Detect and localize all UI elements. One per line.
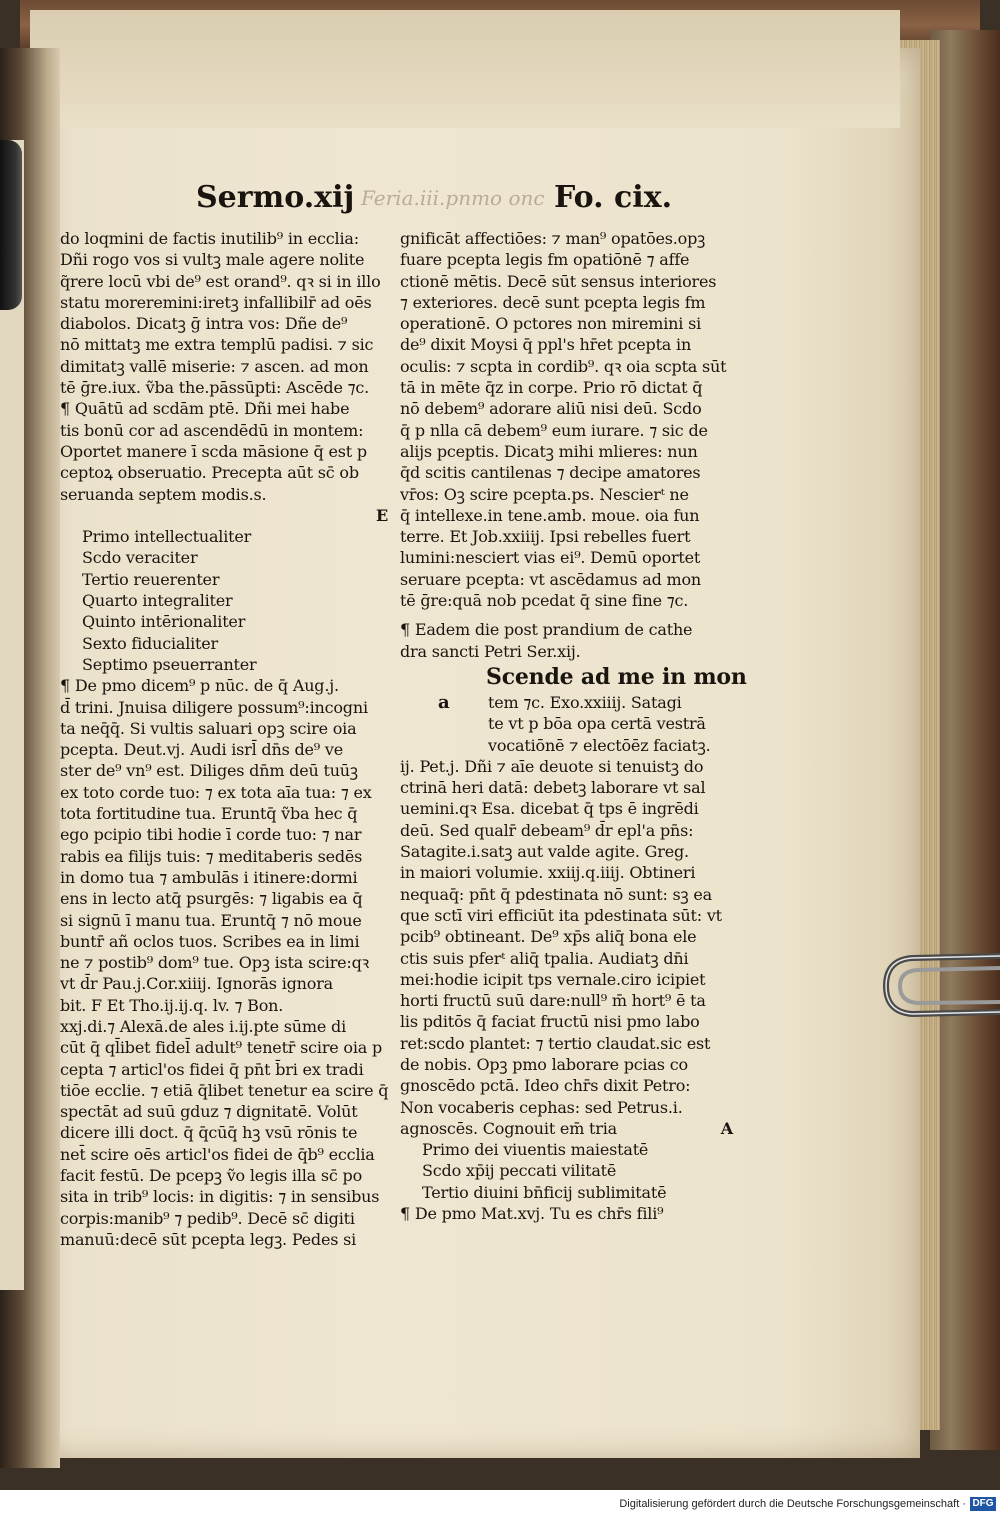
previous-page-strip (0, 140, 24, 1290)
text-line: cūt q̄ ql̄ibet fidel̄ adult⁹ tenetr̄ scire oia p (60, 1038, 383, 1058)
text-line: facit festū. De pcepꝫ ṽo legis illa sc̄ po (60, 1166, 363, 1186)
text-line: q̃rere locū vbi de⁹ est orand⁹. qꝛ si in illo (60, 271, 381, 291)
text-line: oculis: ⁊ scpta in cordib⁹. qꝛ oia scpta sūt (400, 356, 727, 376)
last-line: ¶ De pmo Mat.xvj. Tu es chr̄s fili⁹ (400, 1204, 664, 1224)
text-line: tē ḡre.iux. ṽba the.pāssūpti: Ascēde ⁊c. (60, 378, 370, 398)
text-line: horti fructū suū dare:null⁹ m̄ hort⁹ ē ta (400, 991, 706, 1011)
running-header (196, 180, 716, 222)
text-line: xxj.di.⁊ Alexā.de ales i.ij.pte sūme di (60, 1016, 346, 1036)
indented-line: vocatiōnē ⁊ electōēz faciatꝫ. (488, 735, 711, 755)
text-line: que sctī viri efficiūt ita pdestinata sūt: vt (400, 905, 722, 925)
text-line: in domo tua ⁊ ambulās i itinere:dormi (60, 867, 358, 887)
text-line: Satagite.i.satꝫ aut valde agite. Greg. (400, 842, 689, 862)
text-line: sita in trib⁹ locis: in digitis: ⁊ in sensibus (60, 1187, 380, 1207)
text-line: ctrinā heri datā: debetꝫ laborare vt sal (400, 778, 706, 798)
text-line: ens in lecto atq̄ psurgēs: ⁊ ligabis ea q̄ (60, 889, 363, 909)
text-line: corpis:manib⁹ ⁊ pedib⁹. Decē sc̄ digiti (60, 1208, 355, 1228)
text-line: ego pcipio tibi hodie ī corde tuo: ⁊ nar (60, 825, 362, 845)
text-line: vr̄os: Oꝫ scire pcepta.ps. Nescierᵗ ne (400, 484, 689, 504)
left-column (60, 228, 400, 1250)
text-line: rabis ea filijs tuis: ⁊ meditaberis sedēs (60, 846, 363, 866)
text-line: dimitatꝫ vallē miserie: ⁊ ascen. ad mon (60, 356, 369, 376)
footer-credit: Digitalisierung gefördert durch die Deutsche Forschungsgemeinschaft · (619, 1498, 966, 1510)
list-item: Quinto intērionaliter (82, 612, 246, 632)
text-line: bit. F Et Tho.ij.ij.q. lv. ⁊ Bon. (60, 995, 284, 1015)
text-line: de nobis. Opꝫ pmo laborare pcias co (400, 1054, 688, 1074)
initial-line-text: tem ⁊c. Exo.xxiiij. Satagi (488, 692, 682, 712)
initial-letter: a (438, 691, 450, 713)
text-line: q̄ p nlla cā debem⁹ eum iurare. ⁊ sic de (400, 420, 708, 440)
text-line: q̄d scitis cantilenas ⁊ decipe amatores (400, 463, 701, 483)
list-item: Tertio diuini bn̄ficij sublimitatē (422, 1182, 667, 1202)
text-line: manuū:decē sūt pcepta legꝫ. Pedes si (60, 1229, 357, 1249)
paper-clip-icon (878, 948, 1000, 1022)
header-show-through: Feria.iii.pnmo onc (361, 186, 545, 210)
text-line: ctionē mētis. Decē sūt sensus interiores (400, 271, 717, 291)
text-line: alijs pceptis. Dicatꝫ mihi mlieres: nun (400, 441, 698, 461)
text-line: gnoscēdo pctā. Ideo chr̄s dixit Petro: (400, 1076, 691, 1096)
list-marker: E (376, 505, 388, 525)
page-top-band (30, 10, 900, 128)
text-line: gnificāt affectiōes: ⁊ man⁹ opatōes.opꝫ (400, 229, 706, 248)
sermon-heading: Scende ad me in mon (486, 663, 747, 690)
text-line: mei:hodie icipit tps vernale.ciro icipiet (400, 969, 706, 989)
list-marker: A (720, 1118, 733, 1138)
text-line: Non vocaberis cephas: sed Petrus.i. (400, 1097, 683, 1117)
text-line: Oportet manere ī scda māsione q̄ est p (60, 441, 367, 461)
text-line: d̄ trini. Jnuisa diligere possum⁹:incogni (60, 697, 368, 717)
indented-line: te vt p bōa opa certā vestrā (488, 714, 706, 734)
text-line: nō debem⁹ adorare aliū nisi deū. Scdo (400, 399, 702, 419)
text-line: uemini.qꝛ Esa. dicebat q̄ tps ē ingrēdi (400, 799, 699, 819)
right-column (400, 228, 745, 1224)
text-line: dicere illi doct. q̄ q̄cūq̄ hꝫ vsū rōnis te (60, 1123, 358, 1143)
text-line: seruanda septem modis.s. (60, 484, 267, 504)
sermon-title-line: dra sancti Petri Ser.xij. (400, 641, 581, 661)
text-line: de⁹ dixit Moysi q̄ ppl's hr̄et pcepta in (400, 335, 692, 355)
text-line: diabolos. Dicatꝫ ḡ intra vos: Dñe de⁹ (60, 314, 348, 334)
initial-line (400, 692, 745, 713)
list-item: Primo intellectualiter (82, 527, 252, 547)
text-line: terre. Et Job.xxiiij. Ipsi rebelles fuert (400, 527, 691, 547)
text-line: nequaq̄: pn̄t q̄ pdestinata nō sunt: sꝫ ea (400, 884, 713, 904)
text-line: ta neq̄q̄. Si vultis saluari opꝫ scire oia (60, 718, 357, 738)
text-line: seruare pcepta: vt ascēdamus ad mon (400, 569, 702, 589)
text-line: q̄ intellexe.in tene.amb. moue. oia fun (400, 505, 700, 525)
text-line: pcepta. Deut.vj. Audi isrl̄ dn̄s de⁹ ve (60, 740, 343, 760)
text-line: vt d̄r Pau.j.Cor.xiiij. Ignorās ignora (60, 974, 333, 994)
text-line: operationē. O pctores non miremini si (400, 314, 701, 334)
text-line: buntr̄ añ oclos tuos. Scribes ea in limi (60, 931, 360, 951)
text-line: tota fortitudine tua. Eruntq̄ ṽba hec q̄ (60, 804, 358, 824)
text-line: ster de⁹ vn⁹ est. Diliges dn̄m deū tuūꝫ (60, 761, 358, 781)
list-item: Quarto integraliter (82, 591, 233, 611)
list-item: Tertio reuerenter (82, 569, 220, 589)
text-line: agnoscēs. Cognouit em̄ tria A (400, 1118, 733, 1138)
text-line: tis bonū cor ad ascendēdū in montem: (60, 420, 364, 440)
sermon-title-line: ¶ Eadem die post prandium de cathe (400, 620, 693, 640)
text-line: ex toto corde tuo: ⁊ ex tota aīa tua: ⁊ ex (60, 782, 372, 802)
text-line: in maiori volumie. xxiij.q.iiij. Obtineri (400, 863, 696, 883)
footer-bar (0, 1490, 1000, 1520)
text-line: ⁊ exteriores. decē sunt pcepta legis fm (400, 292, 706, 312)
text-line: lumini:nesciert vias ei⁹. Demū oportet (400, 548, 701, 568)
header-sermon-label: Sermo.xij (196, 180, 355, 215)
dfg-logo: DFG (970, 1497, 996, 1511)
text-line: net̄ scire oēs articl'os fidei de q̄b⁹ ecclia (60, 1144, 375, 1164)
text-line: tiōe ecclie. ⁊ etiā q̄libet tenetur ea scire q̄ (60, 1080, 389, 1100)
header-folio-number: Fo. cix. (554, 180, 673, 215)
text-line: ceptoꝝ obseruatio. Precepta aūt sc̄ ob (60, 463, 359, 483)
text-line: tē ḡre:quā nob pcedat q̄ sine fine ⁊c. (400, 591, 689, 611)
list-item: Scdo xp̄ij peccati vilitatē (422, 1161, 617, 1181)
list-item: Septimo pseuerranter (82, 654, 257, 674)
text-line: cepta ⁊ articl'os fidei q̄ pn̄t b̄ri ex tradi (60, 1059, 364, 1079)
text-line: ij. Pet.j. Dñi ⁊ aīe deuote si tenuistꝫ do (400, 756, 704, 776)
text-line: ¶ Quātū ad scdām ptē. Dñi mei habe (60, 399, 350, 419)
text-line: si signū ī manu tua. Eruntq̄ ⁊ nō moue (60, 910, 362, 930)
book-cover-right (930, 30, 1000, 1450)
text-line: fuare pcepta legis fm opatiōnē ⁊ affe (400, 250, 690, 270)
list-item: Primo dei viuentis maiestatē (422, 1140, 649, 1160)
list-item: Scdo veraciter (82, 548, 198, 568)
text-line: lis pditōs q̄ faciat fructū nisi pmo labo (400, 1012, 700, 1032)
text-line: statu moreremini:iretꝫ infallibilr̄ ad oēs (60, 292, 372, 312)
text-line: pcib⁹ obtineant. De⁹ xp̄s aliq̄ bona ele (400, 927, 697, 947)
list-intro-line (60, 505, 400, 526)
text-line: ret:scdo plantet: ⁊ tertio claudat.sic est (400, 1033, 711, 1053)
text-line: spectāt ad suū gduz ⁊ dignitatē. Volūt (60, 1102, 358, 1122)
text-line: do loqmini de factis inutilib⁹ in ecclia: (60, 229, 359, 248)
text-line: tā in mēte q̄z in corpe. Prio rō dictat q̄ (400, 378, 703, 398)
text-line: ne ⁊ postib⁹ dom⁹ tue. Opꝫ ista scire:qꝛ (60, 953, 370, 973)
text-line: Dñi rogo vos si vultꝫ male agere nolite (60, 250, 365, 270)
previous-page-shadow (0, 140, 22, 310)
text-line: ¶ De pmo dicem⁹ p nūc. de q̄ Aug.j. (60, 676, 339, 696)
list-item: Sexto fiducialiter (82, 633, 218, 653)
text-line: ctis suis pferᵗ aliq̄ tpalia. Audiatꝫ dn̄i (400, 948, 689, 968)
text-line: nō mittatꝫ me extra templū padisi. ⁊ sic (60, 335, 374, 355)
text-line: deū. Sed qualr̄ debeam⁹ d̄r epl'a pn̄s: (400, 820, 694, 840)
